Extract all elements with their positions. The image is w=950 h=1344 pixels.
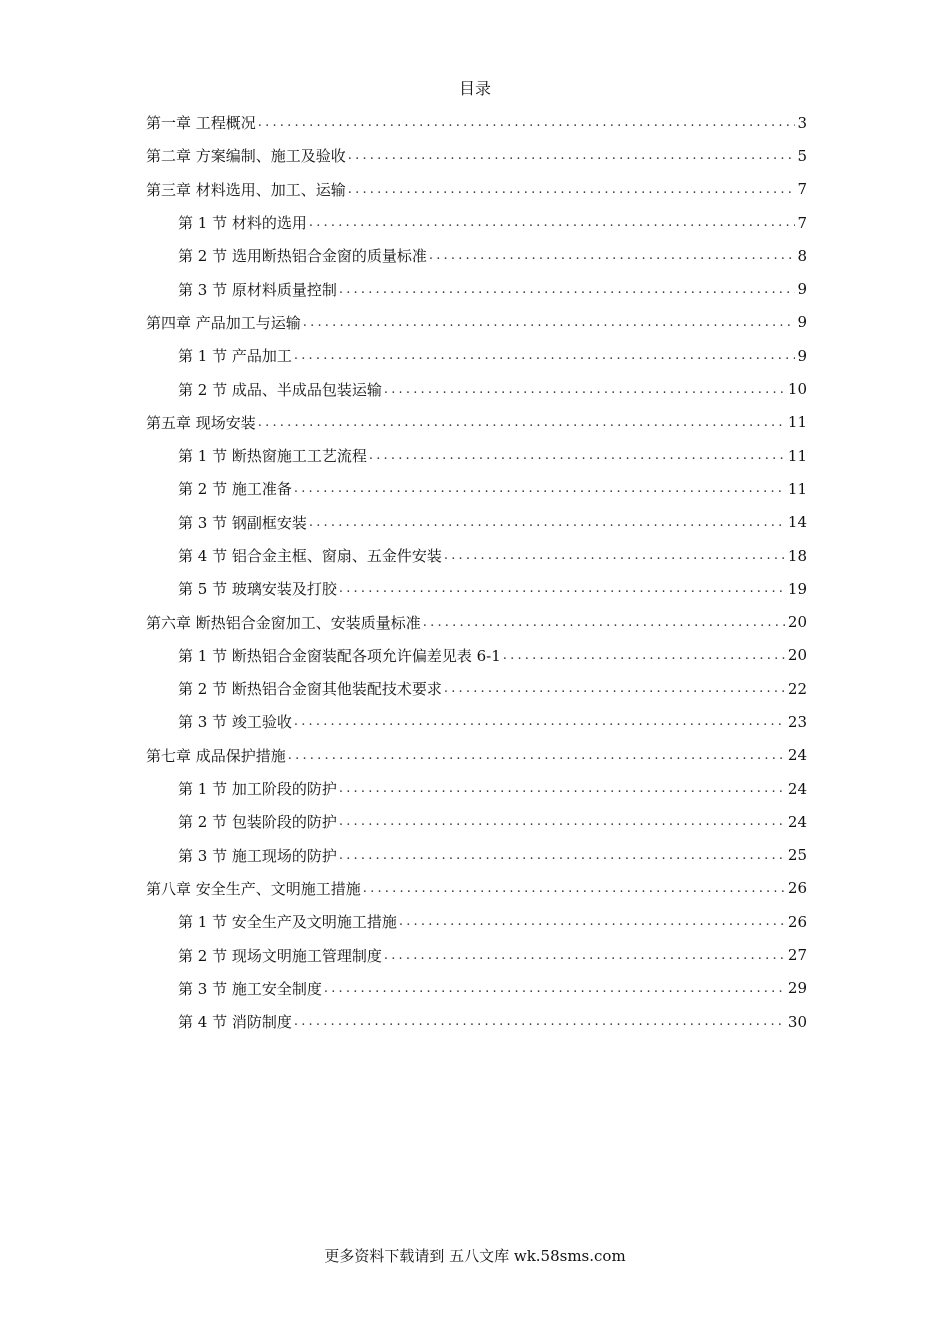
toc-entry-text: 第四章 产品加工与运输 [146,313,301,332]
toc-entry-text: 第 2 节 施工准备 [178,480,292,499]
toc-entry-text: 第 1 节 产品加工 [178,347,292,366]
toc-page-number: 24 [787,779,807,798]
toc-dot-leader [399,914,786,929]
toc-entry-text: 第一章 工程概况 [146,114,256,133]
toc-dot-leader [324,981,786,996]
toc-entry-text: 第 2 节 断热铝合金窗其他装配技术要求 [178,680,442,699]
toc-dot-leader [423,615,786,630]
toc-entry[interactable] [146,339,807,372]
toc-page-number: 23 [787,712,807,731]
toc-page-number: 19 [787,579,807,598]
toc-entry-text: 第五章 现场安装 [146,413,256,432]
toc-page-number: 5 [797,146,807,165]
toc-entry-text: 第 3 节 原材料质量控制 [178,280,337,299]
toc-entry[interactable] [146,306,807,339]
toc-entry[interactable] [146,139,807,172]
toc-entry-text: 第 3 节 竣工验收 [178,713,292,732]
toc-entry-text: 第三章 材料选用、加工、运输 [146,180,346,199]
toc-entry-text: 第六章 断热铝合金窗加工、安装质量标准 [146,613,421,632]
toc-page-number: 7 [797,180,807,199]
toc-dot-leader [369,448,786,463]
toc-dot-leader [339,781,786,796]
toc-dot-leader [429,248,796,263]
toc-dot-leader [503,648,786,663]
toc-dot-leader [363,881,786,896]
toc-dot-leader [384,382,786,397]
toc-dot-leader [339,282,796,297]
toc-entry[interactable] [146,406,807,439]
toc-entry[interactable] [146,938,807,971]
toc-page-number: 10 [787,380,807,399]
toc-page-number: 24 [787,812,807,831]
toc-entry[interactable] [146,705,807,738]
toc-entry[interactable] [146,173,807,206]
toc-dot-leader [444,548,786,563]
toc-entry[interactable] [146,805,807,838]
toc-entry[interactable] [146,572,807,605]
toc-page-number: 7 [797,213,807,232]
toc-entry-text: 第 2 节 现场文明施工管理制度 [178,946,382,965]
toc-dot-leader [294,714,786,729]
toc-entry[interactable] [146,839,807,872]
toc-page-number: 25 [787,846,807,865]
toc-page-number: 8 [797,246,807,265]
toc-dot-leader [309,215,796,230]
toc-entry-text: 第 5 节 玻璃安装及打胶 [178,580,337,599]
toc-page-number: 30 [787,1012,807,1031]
toc-page-number: 11 [787,413,807,432]
toc-page-number: 11 [787,446,807,465]
toc-entry-text: 第二章 方案编制、施工及验收 [146,147,346,166]
toc-entry[interactable] [146,206,807,239]
toc-entry[interactable] [146,106,807,139]
toc-page-number: 20 [787,613,807,632]
toc-dot-leader [294,481,786,496]
toc-entry[interactable] [146,739,807,772]
toc-page-number: 9 [797,346,807,365]
toc-page-number: 3 [797,113,807,132]
toc-dot-leader [384,948,786,963]
toc-dot-leader [339,581,786,596]
toc-entry-text: 第 2 节 选用断热铝合金窗的质量标准 [178,247,427,266]
toc-page-number: 26 [787,879,807,898]
toc-dot-leader [258,115,796,130]
toc-entry-text: 第七章 成品保护措施 [146,746,286,765]
toc-page-number: 29 [787,979,807,998]
table-of-contents [146,106,807,1038]
toc-entry-text: 第八章 安全生产、文明施工措施 [146,879,361,898]
toc-entry[interactable] [146,772,807,805]
toc-dot-leader [294,1014,786,1029]
toc-entry[interactable] [146,672,807,705]
toc-dot-leader [309,515,786,530]
toc-entry[interactable] [146,506,807,539]
toc-dot-leader [294,348,796,363]
toc-dot-leader [339,848,786,863]
toc-entry-text: 第 4 节 铝合金主框、窗扇、五金件安装 [178,547,442,565]
toc-page-number: 26 [787,912,807,931]
toc-entry-text: 第 2 节 包装阶段的防护 [178,813,337,832]
toc-entry-text: 第 3 节 钢副框安装 [178,513,307,532]
toc-entry-text: 第 3 节 施工现场的防护 [178,846,337,865]
toc-page-number: 22 [787,679,807,698]
toc-entry-text: 第 1 节 加工阶段的防护 [178,780,337,799]
toc-entry-text: 第 1 节 材料的选用 [178,214,307,233]
toc-dot-leader [348,148,796,163]
toc-dot-leader [288,748,786,763]
toc-entry[interactable] [146,272,807,305]
toc-page-number: 27 [787,946,807,965]
toc-entry[interactable] [146,439,807,472]
toc-entry-text: 第 4 节 消防制度 [178,1013,292,1032]
toc-entry-text: 第 2 节 成品、半成品包装运输 [178,380,382,399]
toc-page-number: 18 [787,546,807,565]
toc-page-number: 9 [797,313,807,332]
toc-entry[interactable] [146,539,807,572]
toc-entry[interactable] [146,872,807,905]
toc-entry-text: 第 1 节 安全生产及文明施工措施 [178,913,397,932]
toc-page-number: 20 [787,646,807,665]
toc-entry-text: 第 1 节 断热窗施工工艺流程 [178,447,367,466]
toc-dot-leader [303,315,796,330]
toc-entry[interactable] [146,372,807,405]
toc-title: 目录 [458,79,491,98]
toc-entry[interactable] [146,905,807,938]
toc-entry-text: 第 1 节 断热铝合金窗装配各项允许偏差见表 6-1 [178,646,501,665]
toc-entry[interactable] [146,1005,807,1038]
toc-dot-leader [444,681,786,696]
toc-entry[interactable] [146,239,807,272]
toc-page-number: 11 [787,479,807,498]
toc-entry[interactable] [146,472,807,505]
toc-entry[interactable] [146,605,807,638]
toc-entry-text: 第 3 节 施工安全制度 [178,979,322,998]
toc-dot-leader [339,814,786,829]
toc-dot-leader [258,415,786,430]
toc-page-number: 24 [787,746,807,765]
toc-page-number: 9 [797,280,807,299]
toc-entry[interactable] [146,639,807,672]
toc-entry[interactable] [146,972,807,1005]
toc-page-number: 14 [787,513,807,532]
page-footer: 更多资料下载请到 五八文库 wk.58sms.com [324,1247,626,1265]
toc-dot-leader [348,182,796,197]
